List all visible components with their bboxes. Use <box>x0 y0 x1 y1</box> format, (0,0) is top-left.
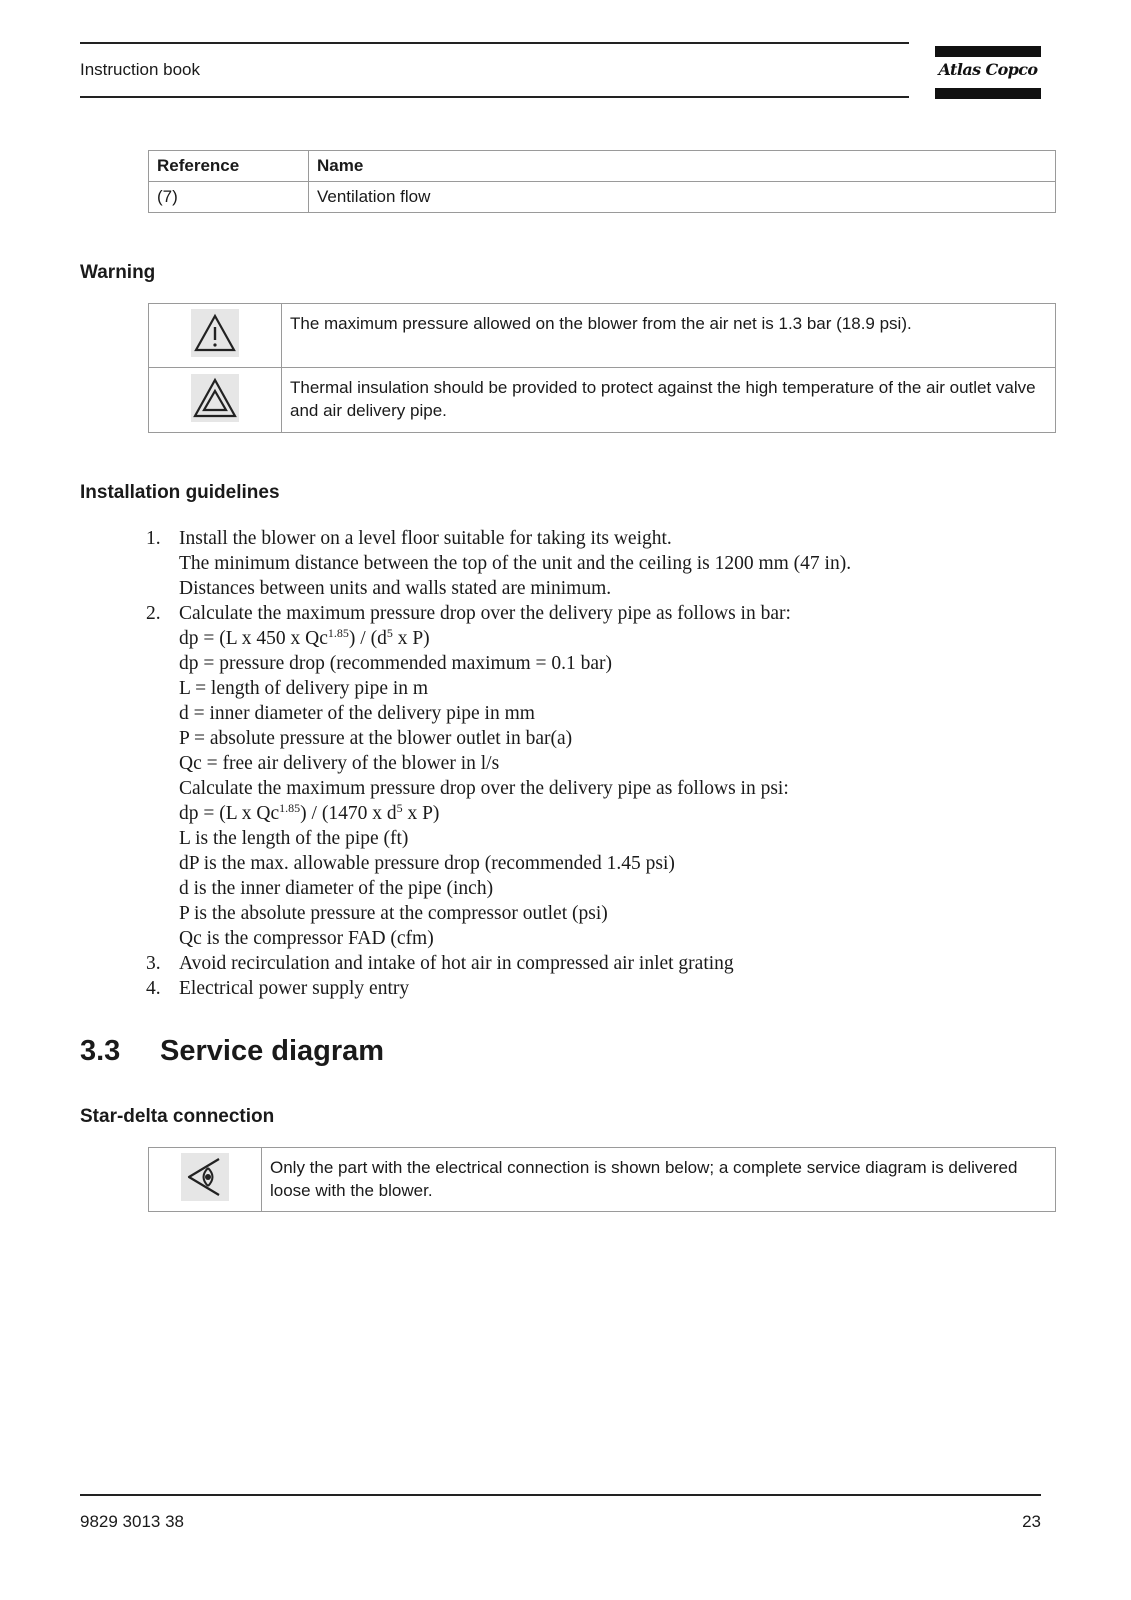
list-item-line: d is the inner diameter of the pipe (inch) <box>179 878 494 899</box>
list-item-number: 4. <box>146 978 161 999</box>
info-icon-cell <box>149 1148 262 1212</box>
list-item-line: dp = pressure drop (recommended maximum = 0.1 bar) <box>179 653 612 674</box>
table-row <box>149 182 1056 213</box>
document-number: 9829 3013 38 <box>80 1512 184 1531</box>
column-header-name: Name <box>309 151 1056 182</box>
warning-note-text: Thermal insulation should be provided to protect against the high temperature of the air outlet valve and air delivery pipe. <box>282 368 1056 433</box>
header-title: Instruction book <box>80 60 201 79</box>
list-item-line: Install the blower on a level floor suitable for taking its weight. <box>179 528 672 549</box>
installation-list <box>80 526 851 1001</box>
list-item-line: dP is the max. allowable pressure drop (recommended 1.45 psi) <box>179 853 675 874</box>
list-item-number: 3. <box>146 953 161 974</box>
info-note-text: Only the part with the electrical connection is shown below; a complete service diagram is delivered loose with the blower. <box>262 1148 1056 1212</box>
list-item <box>80 976 851 1001</box>
list-item-line: Qc = free air delivery of the blower in l/s <box>179 753 500 774</box>
list-item-line: Avoid recirculation and intake of hot air in compressed air inlet grating <box>179 953 734 974</box>
logo-bottom-bar <box>935 88 1041 99</box>
warning-notes-table <box>148 303 1056 433</box>
reference-table <box>148 150 1056 213</box>
list-item <box>80 601 851 951</box>
warning-note-row <box>149 368 1056 433</box>
warning-note-row <box>149 304 1056 368</box>
logo-top-bar <box>935 46 1041 57</box>
list-item-line: Electrical power supply entry <box>179 978 410 999</box>
formula-bar: dp = (L x 450 x $Qc^{1.85}) / (d^5$ x P) <box>179 626 430 649</box>
info-note-row <box>149 1148 1056 1212</box>
info-eye-icon <box>181 1153 229 1201</box>
list-item-line: Calculate the maximum pressure drop over the delivery pipe as follows in bar: <box>179 603 791 624</box>
section-number: 3.3 <box>80 1035 121 1067</box>
list-item-line: The minimum distance between the top of the unit and the ceiling is 1200 mm (47 in). <box>179 553 852 574</box>
warning-exclamation-icon <box>191 309 239 357</box>
list-item-line: L is the length of the pipe (ft) <box>179 828 409 849</box>
list-item <box>80 526 851 601</box>
warning-note-text: The maximum pressure allowed on the blower from the air net is 1.3 bar (18.9 psi). <box>282 304 1056 368</box>
list-item <box>80 951 851 976</box>
footer-rule <box>80 1494 1041 1496</box>
table-header-row <box>149 151 1056 182</box>
list-item-number: 2. <box>146 603 161 624</box>
section-title: Service diagram <box>160 1035 385 1067</box>
name-cell: Ventilation flow <box>309 182 1056 213</box>
list-item-line: Calculate the maximum pressure drop over the delivery pipe as follows in psi: <box>179 778 789 799</box>
list-item-line: d = inner diameter of the delivery pipe in mm <box>179 703 535 724</box>
brand-logo <box>935 46 1041 100</box>
list-item-number: 1. <box>146 528 161 549</box>
logo-wordmark: Atlas Copco <box>938 60 1038 79</box>
star-delta-heading: Star-delta connection <box>80 1106 275 1127</box>
reference-cell: (7) <box>149 182 309 213</box>
formula-psi: dp = (L x $Qc^{1.85}) / (1470$ x $d^5$ x P) <box>179 801 440 824</box>
warning-icon-cell <box>149 304 282 368</box>
list-item-line: Distances between units and walls stated are minimum. <box>179 578 612 599</box>
list-item-line: P = absolute pressure at the blower outlet in bar(a) <box>179 728 573 749</box>
header-top-rule <box>80 42 909 44</box>
section-heading <box>80 1035 384 1068</box>
warning-icon-cell <box>149 368 282 433</box>
warning-heading: Warning <box>80 262 156 283</box>
column-header-reference: Reference <box>149 151 309 182</box>
header-bottom-rule <box>80 96 909 98</box>
page-number: 23 <box>1022 1512 1041 1531</box>
list-item-line: L = length of delivery pipe in m <box>179 678 429 699</box>
list-item-line: Qc is the compressor FAD (cfm) <box>179 928 434 949</box>
warning-triangle-icon <box>191 374 239 422</box>
list-item-line: P is the absolute pressure at the compressor outlet (psi) <box>179 903 608 924</box>
installation-heading: Installation guidelines <box>80 482 280 503</box>
info-note-table <box>148 1147 1056 1212</box>
